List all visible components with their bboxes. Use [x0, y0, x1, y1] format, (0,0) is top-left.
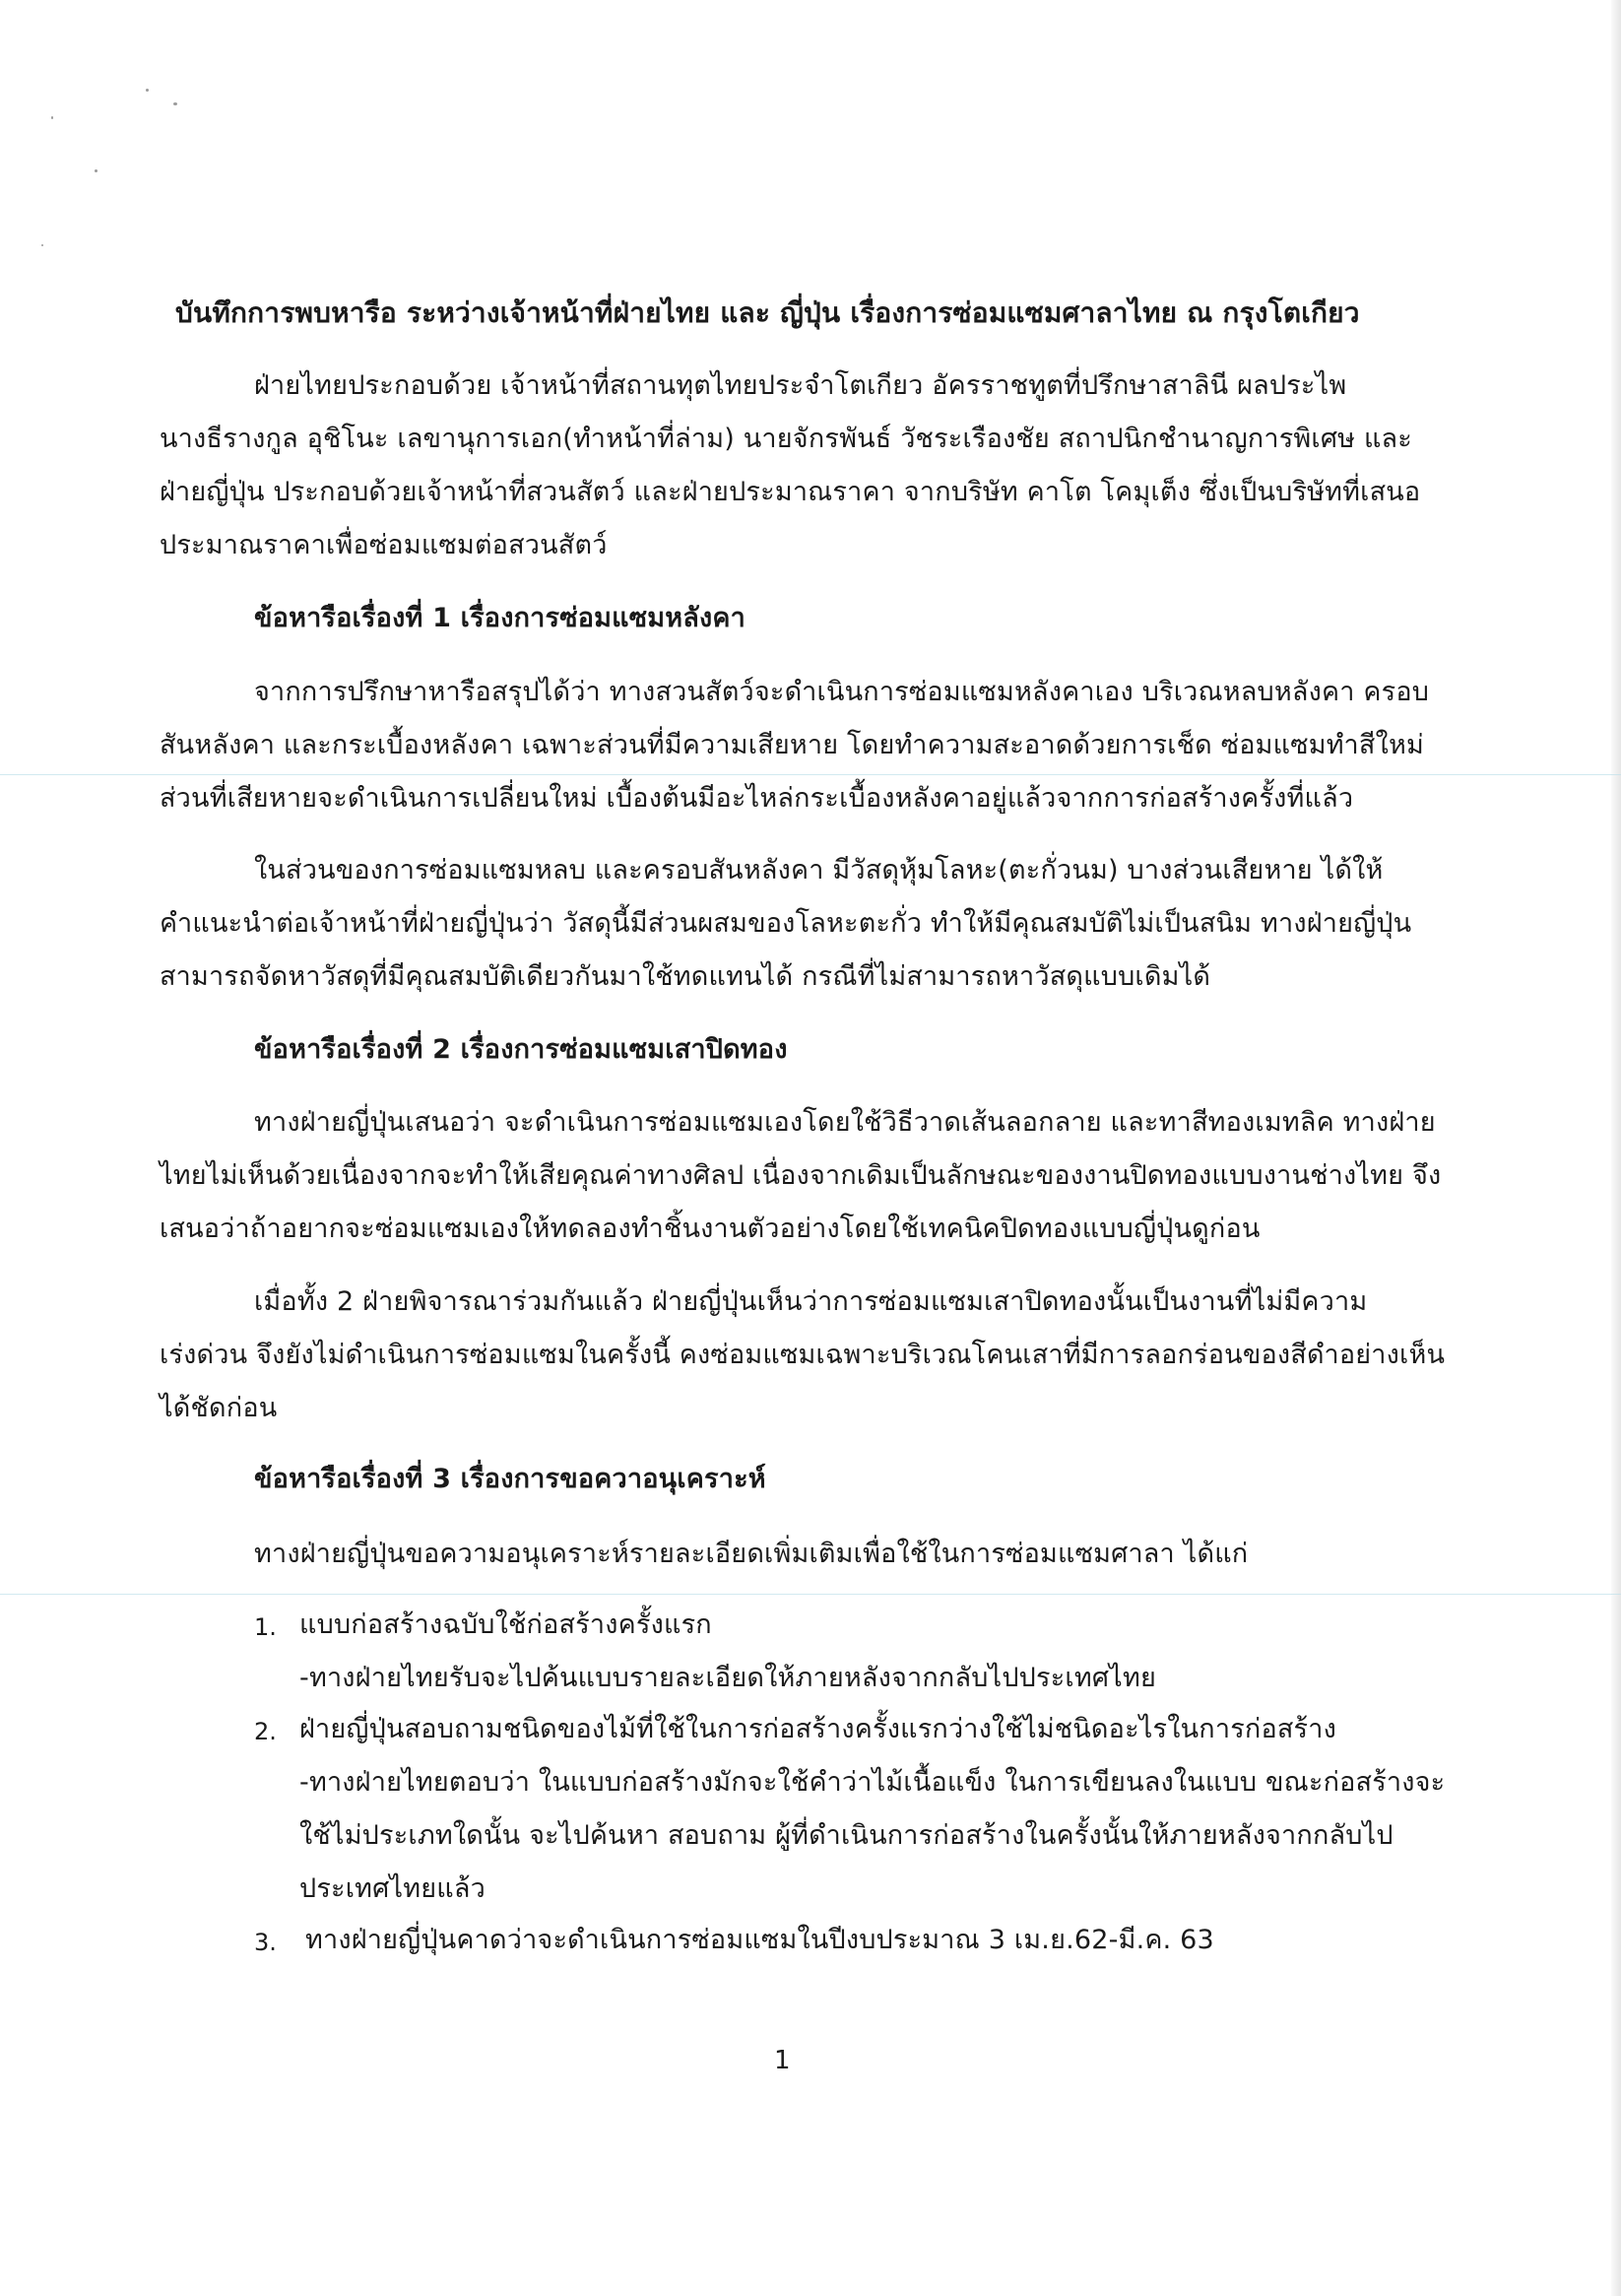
- section-2-heading: ข้อหารือเรื่องที่ 2 เรื่องการซ่อมแซมเสาปิดทอง: [254, 1034, 788, 1065]
- scan-edge: [1611, 0, 1621, 2296]
- section-2-para-1-line-1: ทางฝ่ายญี่ปุ่นเสนอว่า จะดำเนินการซ่อมแซมเองโดยใช้วิธีวาดเส้นลอกลาย และทาสีทองเมทลิค ทางฝ่าย: [254, 1107, 1436, 1138]
- scan-speck: [51, 116, 53, 119]
- section-1-para-2-line-1: ในส่วนของการซ่อมแซมหลบ และครอบสันหลังคา มีวัสดุหุ้มโลหะ(ตะกั่วนม) บางส่วนเสียหาย ได้ให้: [254, 855, 1384, 886]
- list-item-1-line-1: แบบก่อสร้างฉบับใช้ก่อสร้างครั้งแรก: [299, 1609, 712, 1640]
- scan-speck: [173, 102, 177, 105]
- intro-line-2: นางธีรางกูล อุชิโนะ เลขานุการเอก(ทำหน้าที่ล่าม) นายจักรพันธ์ วัชระเรืองชัย สถาปนิกชำนาญการพิเศษ และ: [160, 424, 1412, 454]
- section-2-para-1-line-2: ไทยไม่เห็นด้วยเนื่องจากจะทำให้เสียคุณค่าทางศิลป เนื่องจากเดิมเป็นลักษณะของงานปิดทองแบบงานช่างไทย จึง: [160, 1160, 1442, 1191]
- list-item-2-line-1: ฝ่ายญี่ปุ่นสอบถามชนิดของไม้ที่ใช้ในการก่อสร้างครั้งแรกว่างใช้ไม่ชนิดอะไรในการก่อสร้าง: [299, 1714, 1336, 1744]
- section-2-para-2-line-1: เมื่อทั้ง 2 ฝ่ายพิจารณาร่วมกันแล้ว ฝ่ายญี่ปุ่นเห็นว่าการซ่อมแซมเสาปิดทองนั้นเป็นงานที่ไม่มีความ: [254, 1286, 1368, 1317]
- intro-line-3: ฝ่ายญี่ปุ่น ประกอบด้วยเจ้าหน้าที่สวนสัตว์ และฝ่ายประมาณราคา จากบริษัท คาโต โคมุเต็ง ซึ่งเป็นบริษัทที่เสนอ: [160, 477, 1421, 507]
- list-item-2-line-4: ประเทศไทยแล้ว: [299, 1873, 486, 1904]
- list-item-3-number: 3.: [254, 1929, 277, 1956]
- section-3-heading: ข้อหารือเรื่องที่ 3 เรื่องการขอควาอนุเคราะห์: [254, 1464, 766, 1494]
- list-item-1-number: 1.: [254, 1613, 277, 1641]
- list-item-2-line-3: ใช้ไม่ประเภทใดนั้น จะไปค้นหา สอบถาม ผู้ที่ดำเนินการก่อสร้างในครั้งนั้นให้ภายหลังจากกลับไป: [299, 1820, 1394, 1851]
- section-2-para-1-line-3: เสนอว่าถ้าอยากจะซ่อมแซมเองให้ทดลองทำชิ้นงานตัวอย่างโดยใช้เทคนิคปิดทองแบบญี่ปุ่นดูก่อน: [160, 1214, 1261, 1244]
- document-title: บันทึกการพบหารือ ระหว่างเจ้าหน้าที่ฝ่ายไทย และ ญี่ปุ่น เรื่องการซ่อมแซมศาลาไทย ณ กรุงโตเกียว: [175, 296, 1360, 329]
- section-1-para-1-line-1: จากการปรึกษาหารือสรุปได้ว่า ทางสวนสัตว์จะดำเนินการซ่อมแซมหลังคาเอง บริเวณหลบหลังคา ครอบ: [254, 677, 1430, 707]
- intro-line-4: ประมาณราคาเพื่อซ่อมแซมต่อสวนสัตว์: [160, 530, 608, 560]
- section-3-intro: ทางฝ่ายญี่ปุ่นขอความอนุเคราะห์รายละเอียดเพิ่มเติมเพื่อใช้ในการซ่อมแซมศาลา ได้แก่: [254, 1539, 1249, 1569]
- list-item-1-line-2: -ทางฝ่ายไทยรับจะไปค้นแบบรายละเอียดให้ภายหลังจากกลับไปประเทศไทย: [299, 1663, 1156, 1693]
- scan-line: [0, 1594, 1621, 1595]
- list-item-2-line-2: -ทางฝ่ายไทยตอบว่า ในแบบก่อสร้างมักจะใช้คำว่าไม้เนื้อแข็ง ในการเขียนลงในแบบ ขณะก่อสร้างจะ: [299, 1767, 1446, 1798]
- section-2-para-2-line-3: ได้ชัดก่อน: [160, 1393, 278, 1423]
- section-1-para-1-line-3: ส่วนที่เสียหายจะดำเนินการเปลี่ยนใหม่ เบื้องต้นมีอะไหล่กระเบื้องหลังคาอยู่แล้วจากการก่อสร้างครั้งที่แล้ว: [160, 783, 1354, 814]
- scan-speck: [95, 169, 97, 172]
- scan-speck: [146, 89, 149, 92]
- page-number: 1: [774, 2046, 791, 2075]
- section-1-para-2-line-2: คำแนะนำต่อเจ้าหน้าที่ฝ่ายญี่ปุ่นว่า วัสดุนี้มีส่วนผสมของโลหะตะกั่ว ทำให้มีคุณสมบัติไม่เป็นสนิม ทางฝ่ายญี่ปุ่น: [160, 908, 1412, 939]
- section-2-para-2-line-2: เร่งด่วน จึงยังไม่ดำเนินการซ่อมแซมในครั้งนี้ คงซ่อมแซมเฉพาะบริเวณโคนเสาที่มีการลอกร่อนของสีดำอย่างเห็น: [160, 1340, 1446, 1370]
- intro-line-1: ฝ่ายไทยประกอบด้วย เจ้าหน้าที่สถานทุตไทยประจำโตเกียว อัครราชทูตที่ปรึกษาสาลินี ผลประไพ: [254, 370, 1347, 401]
- section-1-para-1-line-2: สันหลังคา และกระเบื้องหลังคา เฉพาะส่วนที่มีความเสียหาย โดยทำความสะอาดด้วยการเช็ด ซ่อมแซมทำสีใหม่: [160, 730, 1424, 760]
- list-item-2-number: 2.: [254, 1718, 277, 1745]
- scan-speck: [41, 244, 43, 246]
- section-1-heading: ข้อหารือเรื่องที่ 1 เรื่องการซ่อมแซมหลังคา: [254, 603, 746, 633]
- section-1-para-2-line-3: สามารถจัดหาวัสดุที่มีคุณสมบัติเดียวกันมาใช้ทดแทนได้ กรณีที่ไม่สามารถหาวัสดุแบบเดิมได้: [160, 961, 1211, 992]
- scan-line: [0, 774, 1621, 775]
- list-item-3-line-1: ทางฝ่ายญี่ปุ่นคาดว่าจะดำเนินการซ่อมแซมในปีงบประมาณ 3 เม.ย.62-มี.ค. 63: [305, 1925, 1214, 1955]
